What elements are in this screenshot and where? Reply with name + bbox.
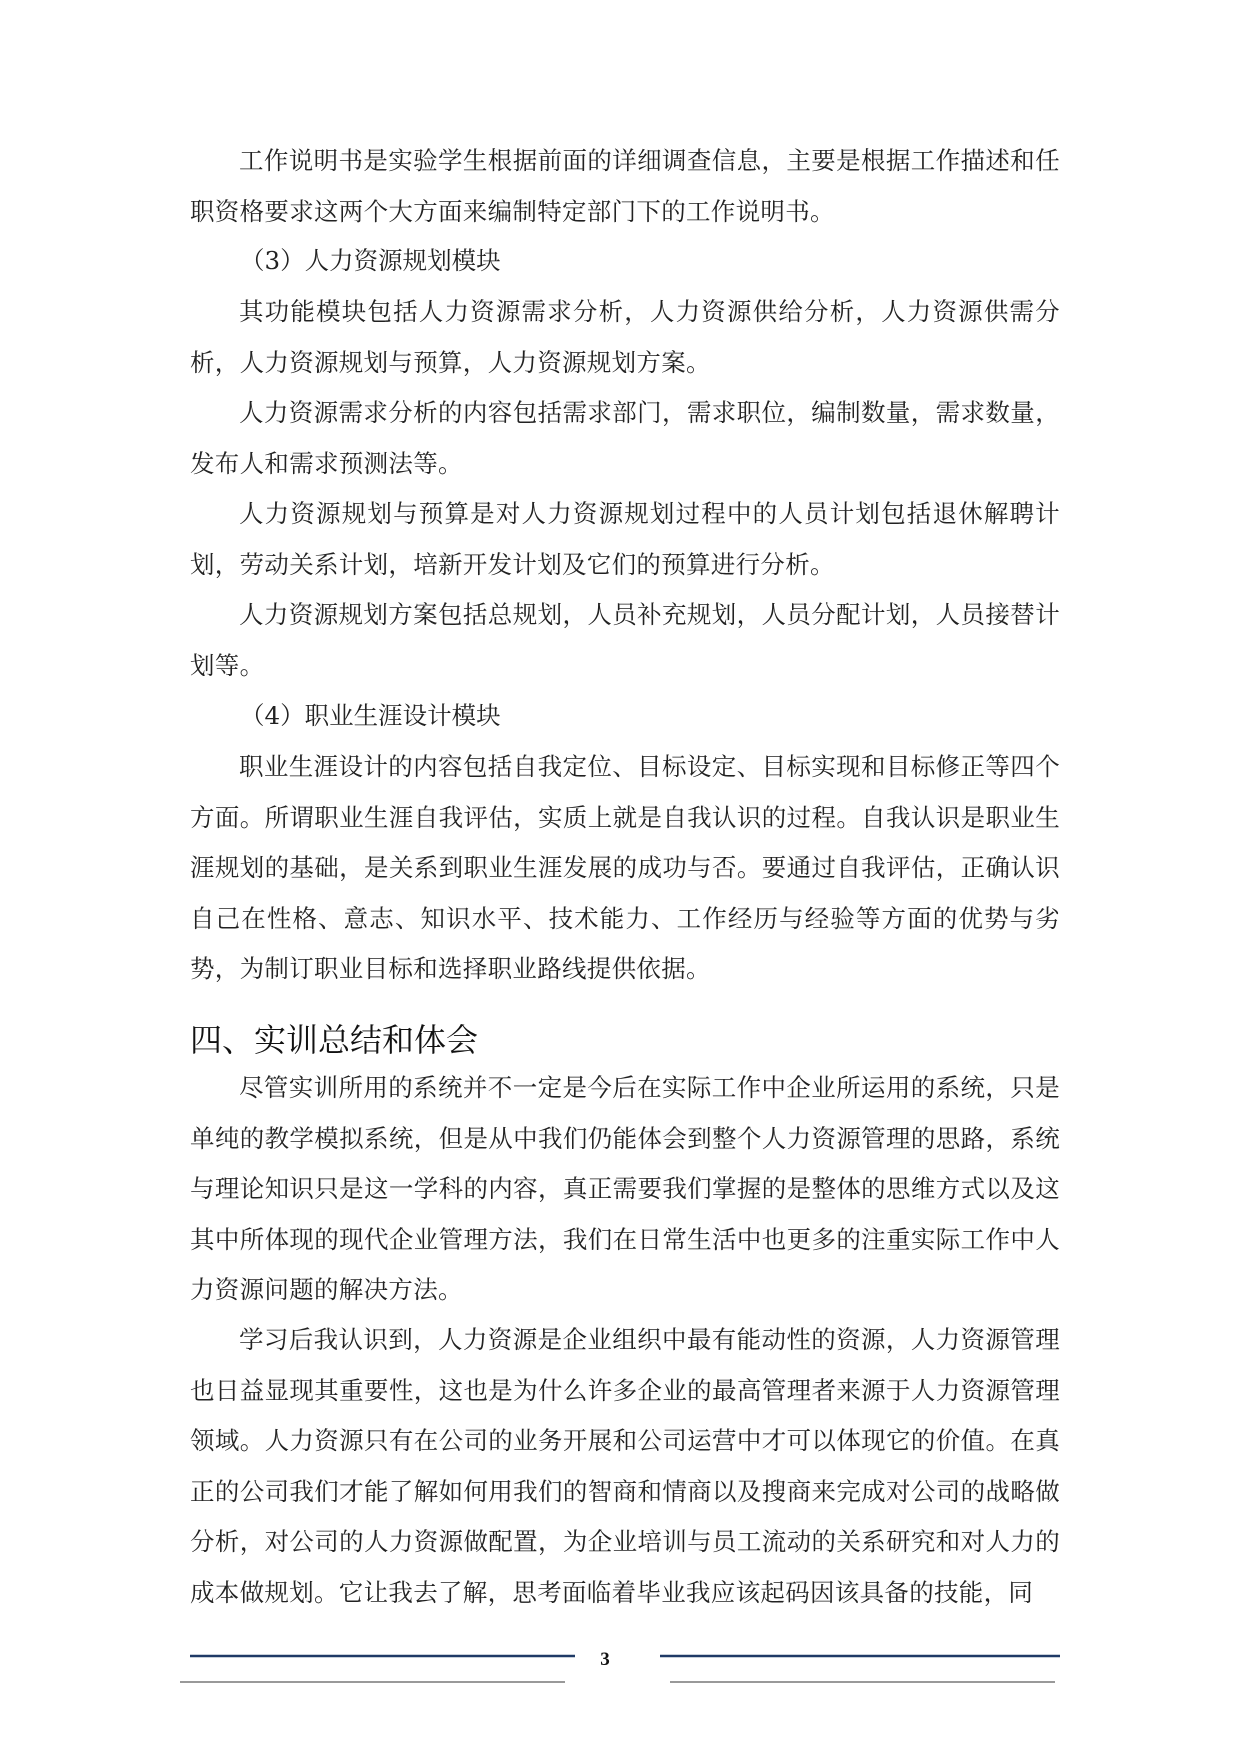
paragraph-career-design: 职业生涯设计的内容包括自我定位、目标设定、目标实现和目标修正等四个方面。所谓职业生涯自我评估，实质上就是自我认识的过程。自我认识是职业生涯规划的基础，是关系到职业生涯发展的成功与否。要通过自我评估，正确认识自己在性格、意志、知识水平、技术能力、工作经历与经验等方面的优势与劣势，为制订职业目标和选择职业路线提供依据。 [190,752,1060,983]
paragraph-job-description: 工作说明书是实验学生根据前面的详细调查信息，主要是根据工作描述和任职资格要求这两个大方面来编制特定部门下的工作说明书。 [190,146,1060,226]
subheading-module-4: （4）职业生涯设计模块 [240,701,501,730]
paragraph-module-3-functions: 其功能模块包括人力资源需求分析，人力资源供给分析，人力资源供需分析，人力资源规划与预算，人力资源规划方案。 [190,297,1060,377]
page-number: 3 [600,1649,610,1670]
footer-rule-right [660,1640,1080,1690]
paragraph-planning-scheme: 人力资源规划方案包括总规划，人员补充规划，人员分配计划，人员接替计划等。 [190,600,1060,680]
paragraph-planning-budget: 人力资源规划与预算是对人力资源规划过程中的人员计划包括退休解聘计划，劳动关系计划，培新开发计划及它们的预算进行分析。 [190,499,1060,579]
paragraph-demand-analysis: 人力资源需求分析的内容包括需求部门，需求职位，编制数量，需求数量，发布人和需求预测法等。 [190,398,1060,478]
paragraph-summary-1: 尽管实训所用的系统并不一定是今后在实际工作中企业所运用的系统，只是单纯的教学模拟系统，但是从中我们仍能体会到整个人力资源管理的思路，系统与理论知识只是这一学科的内容，真正需要我们掌握的是整体的思维方式以及这其中所体现的现代企业管理方法，我们在日常生活中也更多的注重实际工作中人力资源问题的解决方法。 [190,1073,1060,1304]
section-heading: 四、实训总结和体会 [190,1021,479,1059]
paragraph-summary-2: 学习后我认识到，人力资源是企业组织中最有能动性的资源，人力资源管理也日益显现其重要性，这也是为什么许多企业的最高管理者来源于人力资源管理领域。人力资源只有在公司的业务开展和公司运营中才可以体现它的价值。在真正的公司我们才能了解如何用我们的智商和情商以及搜商来完成对公司的战略做分析，对公司的人力资源做配置，为企业培训与员工流动的关系研究和对人力的成本做规划。它让我去了解，思考面临着毕业我应该起码因该具备的技能，同 [190,1325,1060,1607]
subheading-module-3: （3）人力资源规划模块 [240,246,501,275]
footer-rule-left [180,1640,580,1690]
